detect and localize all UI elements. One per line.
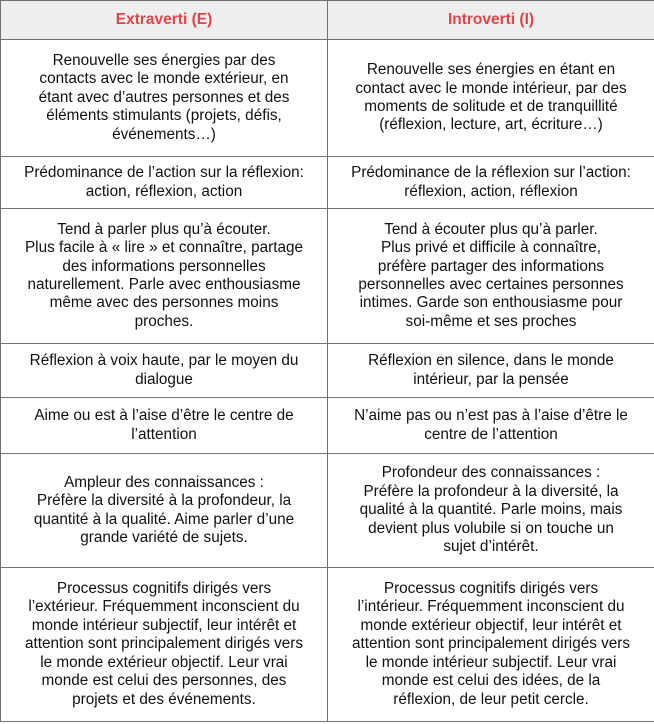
cell-introvert: Réflexion en silence, dans le monde intérieur, par la pensée <box>328 344 654 398</box>
cell-extravert: Aime ou est à l’aise d’être le centre de l’attention <box>1 398 328 454</box>
cell-introvert: N’aime pas ou n’est pas à l’aise d’être le centre de l’attention <box>328 398 654 454</box>
header-introvert: Introverti (I) <box>328 1 654 40</box>
cell-extravert: Prédominance de l’action sur la réflexion: action, réflexion, action <box>1 157 328 209</box>
table-row <box>1 568 654 722</box>
table-row <box>1 454 654 568</box>
cell-introvert: Profondeur des connaissances : Préfère la profondeur à la diversité, la qualité à la quantité. Parle moins, mais devient plus volubile si on touche un sujet d’intérêt. <box>328 454 654 568</box>
table-row <box>1 157 654 209</box>
table-body <box>1 40 654 722</box>
table-row <box>1 398 654 454</box>
cell-introvert: Renouvelle ses énergies en étant en contact avec le monde intérieur, par des moments de solitude et de tranquillité (réflexion, lecture, art, écriture…) <box>328 40 654 157</box>
table-row <box>1 344 654 398</box>
cell-introvert: Prédominance de la réflexion sur l’action: réflexion, action, réflexion <box>328 157 654 209</box>
cell-extravert: Processus cognitifs dirigés vers l’extérieur. Fréquemment inconscient du monde intérieur subjectif, leur intérêt et attention sont principalement dirigés vers le monde extérieur objectif. Leur vrai monde est celui des personnes, des projets et des événements. <box>1 568 328 722</box>
cell-introvert: Tend à écouter plus qu’à parler. Plus privé et difficile à connaître, préfère partager des informations personnelles avec certaines personnes intimes. Garde son enthousiasme pour soi-même et ses proches <box>328 209 654 344</box>
cell-extravert: Tend à parler plus qu’à écouter. Plus facile à « lire » et connaître, partage des informations personnelles naturellement. Parle avec enthousiasme même avec des personnes moins proches. <box>1 209 328 344</box>
header-row <box>1 1 654 40</box>
cell-introvert: Processus cognitifs dirigés vers l’intérieur. Fréquemment inconscient du monde extérieur objectif, leur intérêt et attention sont principalement dirigés vers le monde intérieur subjectif. Leur vrai monde est celui des idées, de la réflexion, de leur petit cercle. <box>328 568 654 722</box>
cell-extravert: Renouvelle ses énergies par des contacts avec le monde extérieur, en étant avec d’autres personnes et des éléments stimulants (projets, défis, événements…) <box>1 40 328 157</box>
header-extravert: Extraverti (E) <box>1 1 328 40</box>
cell-extravert: Réflexion à voix haute, par le moyen du dialogue <box>1 344 328 398</box>
table-row <box>1 209 654 344</box>
table-header <box>1 1 654 40</box>
table-row <box>1 40 654 157</box>
cell-extravert: Ampleur des connaissances : Préfère la diversité à la profondeur, la quantité à la qualité. Aime parler d’une grande variété de sujets. <box>1 454 328 568</box>
